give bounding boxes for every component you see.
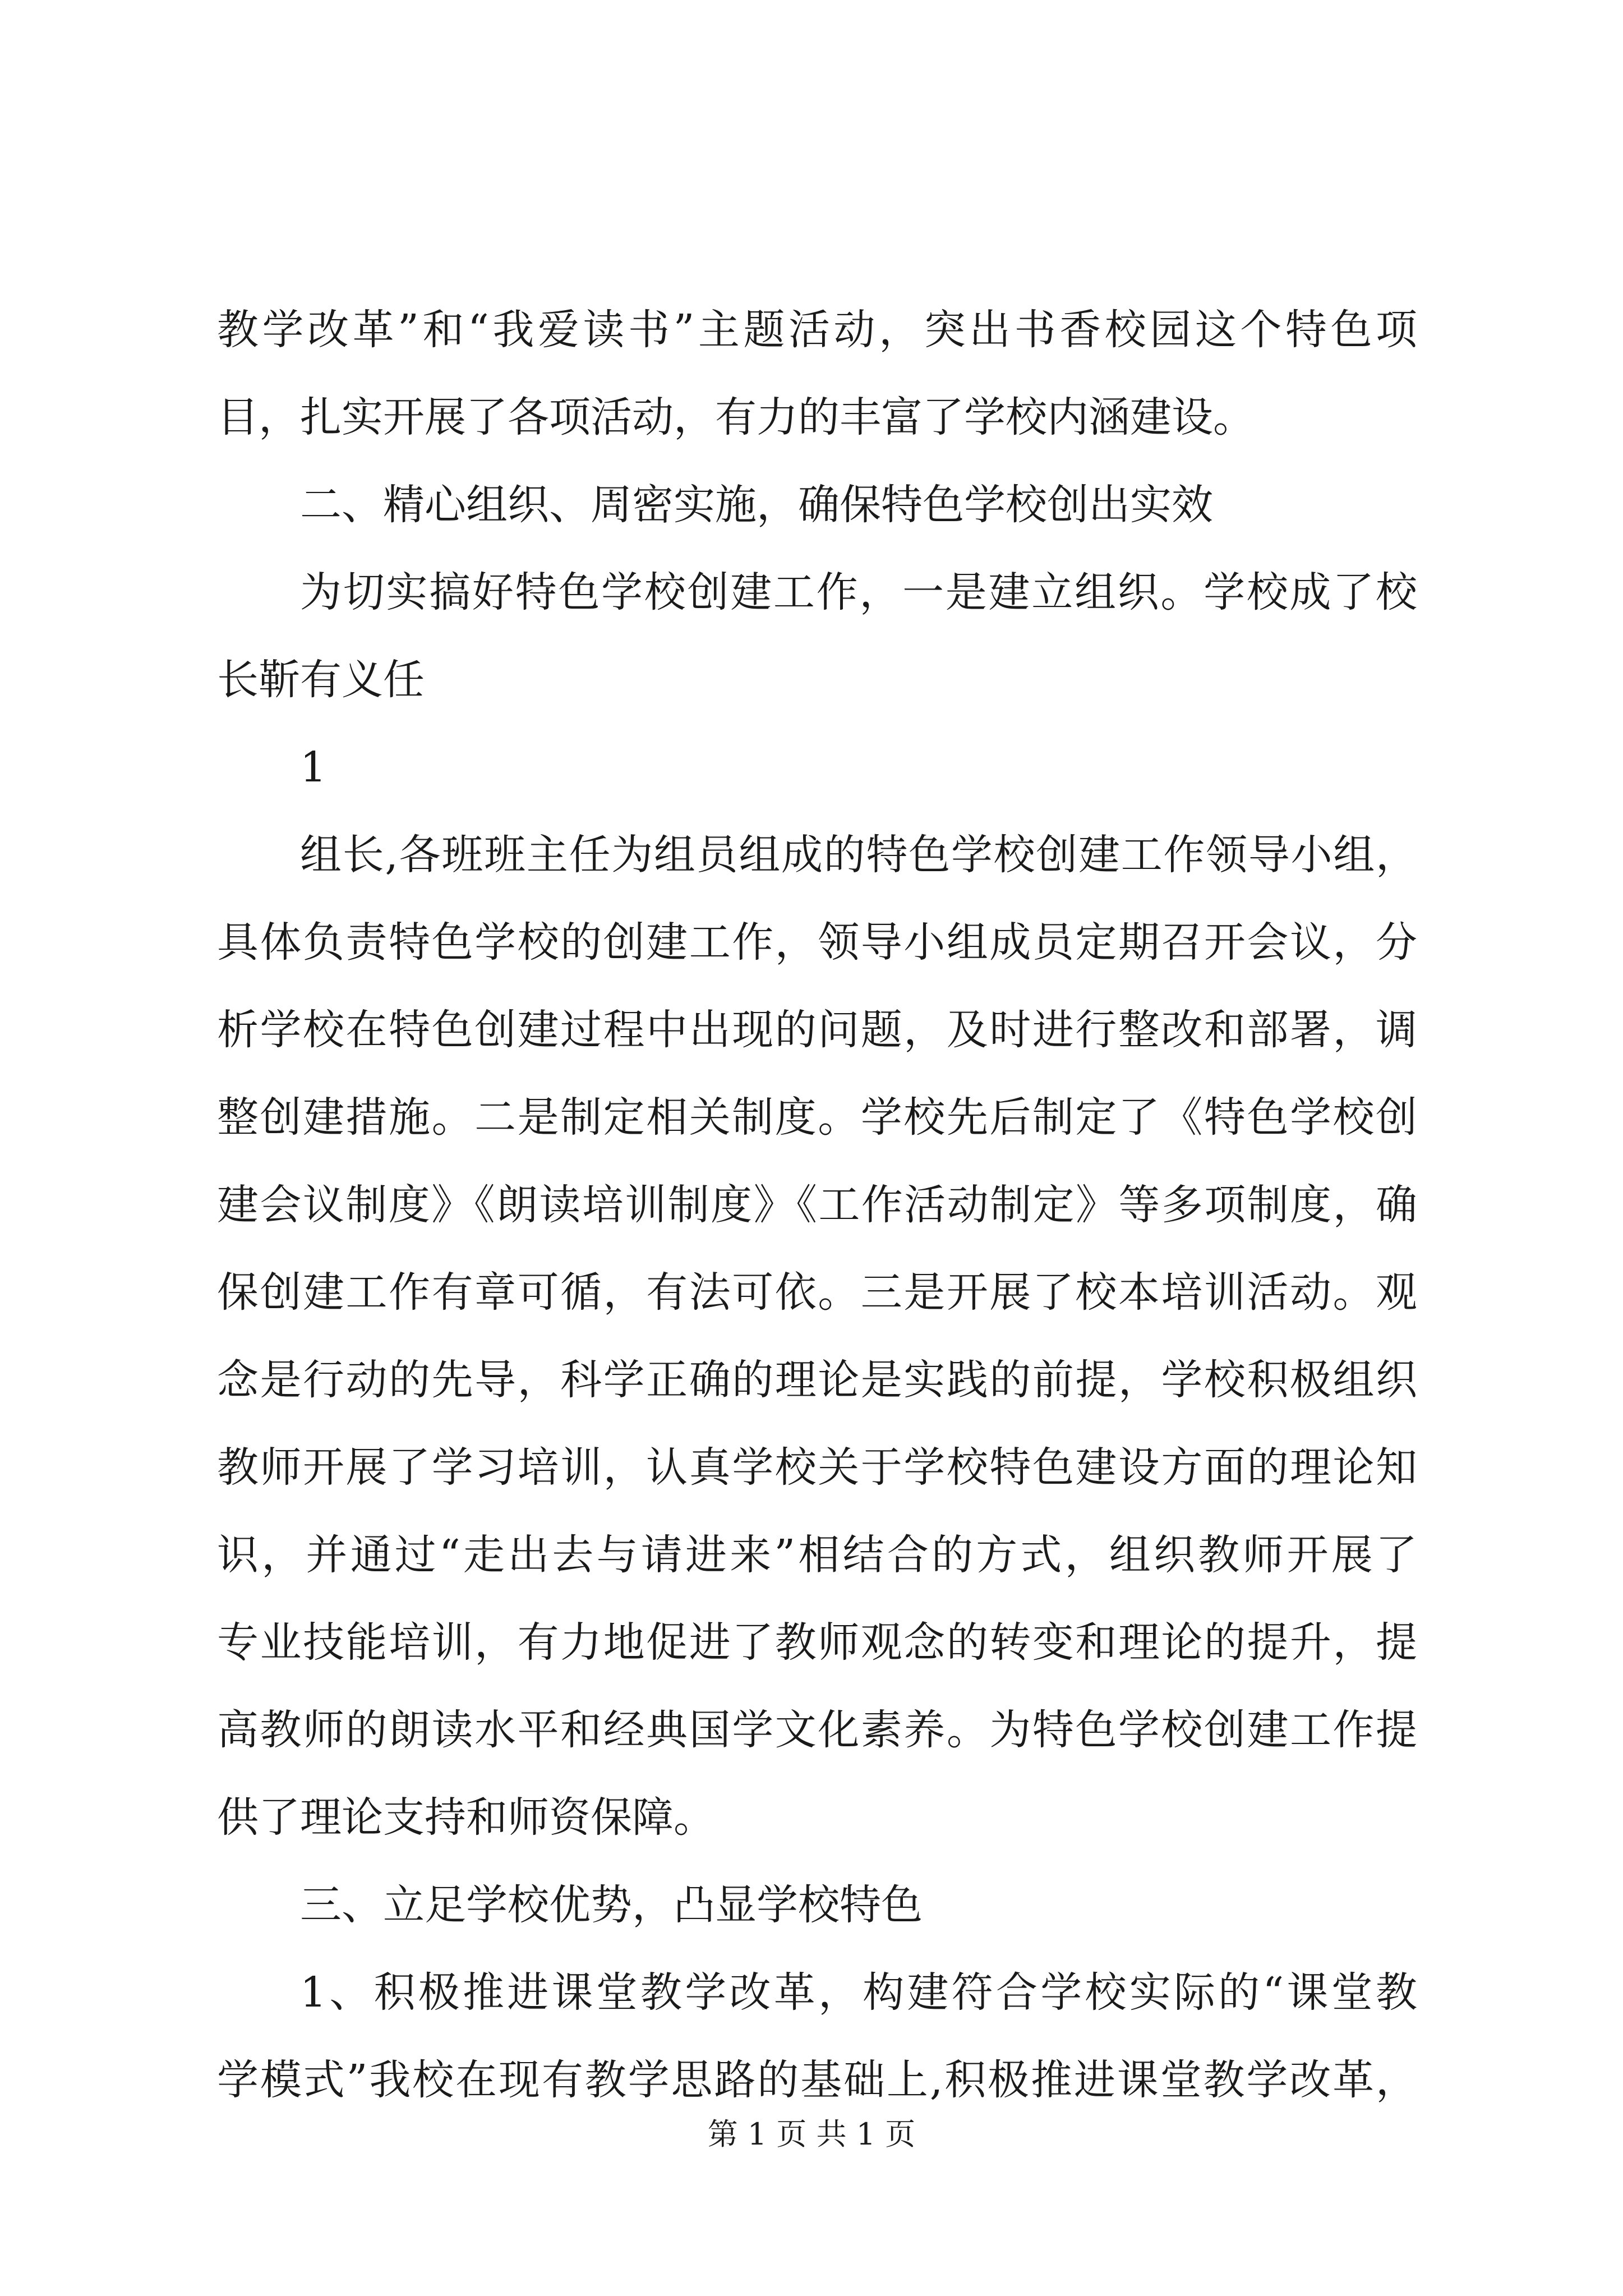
text-line: 建会议制度》《朗读培训制度》《工作活动制定》等多项制度，确: [217, 1181, 1417, 1229]
text-line: 整创建措施。二是制定相关制度。学校先后制定了《特色学校创: [217, 1093, 1417, 1142]
page-footer: 第 1 页 共 1 页: [707, 2116, 916, 2152]
text-line: 识，并通过“走出去与请进来”相结合的方式，组织教师开展了: [217, 1531, 1417, 1579]
text-line: 1、积极推进课堂教学改革，构建符合学校实际的“课堂教: [300, 1968, 1417, 2017]
text-line: 教师开展了学习培训，认真学校关于学校特色建设方面的理论知: [217, 1443, 1417, 1492]
section-heading: 二、精心组织、周密实施，确保特色学校创出实效: [300, 481, 1213, 529]
inline-page-number: 1: [300, 743, 327, 792]
text-line: 目，扎实开展了各项活动，有力的丰富了学校内涵建设。: [217, 393, 1255, 441]
text-line: 具体负责特色学校的创建工作，领导小组成员定期召开会议，分: [217, 918, 1417, 967]
text-line: 专业技能培训，有力地促进了教师观念的转变和理论的提升，提: [217, 1618, 1417, 1667]
text-line: 保创建工作有章可循，有法可依。三是开展了校本培训活动。观: [217, 1268, 1417, 1317]
text-line: 组长,各班班主任为组员组成的特色学校创建工作领导小组，: [300, 831, 1417, 879]
text-line: 析学校在特色创建过程中出现的问题，及时进行整改和部署，调: [217, 1006, 1417, 1054]
section-heading: 三、立足学校优势，凸显学校特色: [300, 1881, 923, 1929]
document-body: [217, 286, 1417, 2124]
text-line: 长靳有义任: [217, 656, 425, 704]
text-line: 供了理论支持和师资保障。: [217, 1793, 715, 1842]
text-line: 学模式”我校在现有教学思路的基础上,积极推进课堂教学改革，: [217, 2056, 1417, 2104]
text-line: 教学改革”和“我爱读书”主题活动，突出书香校园这个特色项: [217, 306, 1417, 354]
text-line: 念是行动的先导，科学正确的理论是实践的前提，学校积极组织: [217, 1356, 1417, 1404]
text-line: 为切实搞好特色学校创建工作，一是建立组织。学校成了校: [300, 568, 1417, 616]
text-line: 高教师的朗读水平和经典国学文化素养。为特色学校创建工作提: [217, 1706, 1417, 1754]
